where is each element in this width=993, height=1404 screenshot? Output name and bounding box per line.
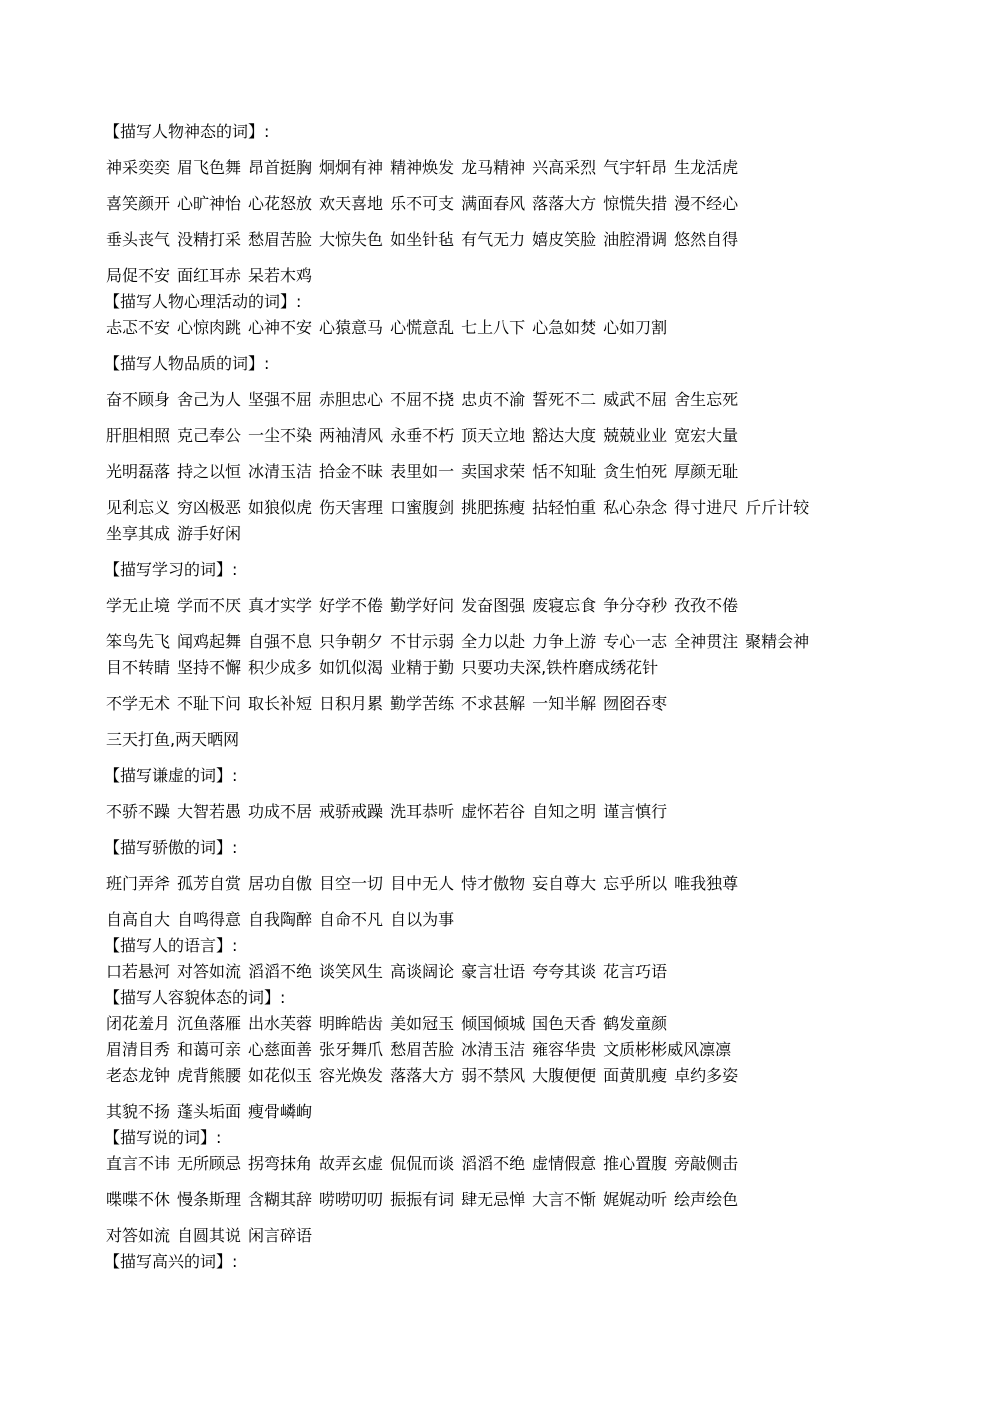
idiom-word: 三天打鱼,两天晒网 (106, 730, 240, 749)
idiom-word: 克己奉公 (177, 426, 242, 445)
idiom-word: 戒骄戒躁 (319, 802, 384, 821)
idiom-word: 勤学苦练 (390, 694, 455, 713)
idiom-word: 唠唠叨叨 (319, 1190, 384, 1209)
idiom-word: 高谈阔论 (390, 962, 455, 981)
idiom-word: 张牙舞爪 (319, 1040, 384, 1059)
section-heading: 【描写人的语言】: (104, 936, 238, 955)
idiom-word: 大智若愚 (177, 802, 242, 821)
idiom-word: 炯炯有神 (319, 158, 384, 177)
idiom-word: 油腔滑调 (603, 230, 668, 249)
word-row (106, 596, 745, 616)
idiom-word: 眉清目秀 (106, 1040, 171, 1059)
idiom-word: 瘦骨嶙峋 (248, 1102, 313, 1121)
idiom-word: 取长补短 (248, 694, 313, 713)
idiom-word: 卖国求荣 (461, 462, 526, 481)
idiom-word: 龙马精神 (461, 158, 526, 177)
idiom-word: 滔滔不绝 (248, 962, 313, 981)
idiom-word: 生龙活虎 (674, 158, 739, 177)
section-heading: 【描写说的词】: (104, 1128, 222, 1147)
section-heading: 【描写人物神态的词】: (104, 122, 270, 141)
idiom-word: 豁达大度 (532, 426, 597, 445)
idiom-word: 有气无力 (461, 230, 526, 249)
idiom-word: 不耻下问 (177, 694, 242, 713)
idiom-word: 闭花羞月 (106, 1014, 171, 1033)
idiom-word: 和蔼可亲 (177, 1040, 242, 1059)
idiom-word: 如狼似虎 (248, 498, 313, 517)
section-heading: 【描写人容貌体态的词】: (104, 988, 286, 1007)
idiom-word: 孤芳自赏 (177, 874, 242, 893)
idiom-word: 日积月累 (319, 694, 384, 713)
idiom-word: 无所顾忌 (177, 1154, 242, 1173)
idiom-word: 争分夺秒 (603, 596, 668, 615)
idiom-word: 厚颜无耻 (674, 462, 739, 481)
idiom-word: 见利忘义 (106, 498, 171, 517)
word-row (106, 910, 461, 930)
idiom-word: 私心杂念 (603, 498, 668, 517)
word-row (106, 962, 674, 982)
idiom-word: 拾金不昧 (319, 462, 384, 481)
idiom-word: 气宇轩昂 (603, 158, 668, 177)
idiom-word: 如花似玉 (248, 1066, 313, 1085)
idiom-word: 游手好闲 (177, 524, 242, 543)
idiom-word: 洗耳恭听 (390, 802, 455, 821)
idiom-word: 威武不屈 (603, 390, 668, 409)
idiom-word: 得寸进尺 (674, 498, 739, 517)
idiom-word: 口若悬河 (106, 962, 171, 981)
idiom-word: 目中无人 (390, 874, 455, 893)
idiom-word: 不屈不挠 (390, 390, 455, 409)
idiom-word: 闻鸡起舞 (177, 632, 242, 651)
idiom-word: 舍己为人 (177, 390, 242, 409)
idiom-word: 心花怒放 (248, 194, 313, 213)
idiom-word: 拈轻怕重 (532, 498, 597, 517)
section-heading: 【描写高兴的词】: (104, 1252, 238, 1271)
idiom-word: 顶天立地 (461, 426, 526, 445)
idiom-word: 孜孜不倦 (674, 596, 739, 615)
idiom-word: 誓死不二 (532, 390, 597, 409)
idiom-word: 谈笑风生 (319, 962, 384, 981)
idiom-word: 笨鸟先飞 (106, 632, 171, 651)
idiom-word: 坐享其成 (106, 524, 171, 543)
idiom-word: 大惊失色 (319, 230, 384, 249)
idiom-word: 嬉皮笑脸 (532, 230, 597, 249)
idiom-word: 只争朝夕 (319, 632, 384, 651)
idiom-word: 两袖清风 (319, 426, 384, 445)
idiom-word: 局促不安 (106, 266, 171, 285)
idiom-word: 只要功夫深,铁杵磨成绣花针 (461, 658, 659, 677)
idiom-word: 惊慌失措 (603, 194, 668, 213)
idiom-word: 如坐针毡 (390, 230, 455, 249)
idiom-word: 功成不居 (248, 802, 313, 821)
idiom-word: 振振有词 (390, 1190, 455, 1209)
idiom-word: 沉鱼落雁 (177, 1014, 242, 1033)
idiom-word: 学而不厌 (177, 596, 242, 615)
idiom-word: 奋不顾身 (106, 390, 171, 409)
word-row (106, 1154, 745, 1174)
idiom-word: 大腹便便 (532, 1066, 597, 1085)
idiom-word: 卓约多姿 (674, 1066, 739, 1085)
word-row (106, 390, 745, 410)
idiom-word: 心惊肉跳 (177, 318, 242, 337)
idiom-word: 贪生怕死 (603, 462, 668, 481)
idiom-word: 自命不凡 (319, 910, 384, 929)
idiom-word: 含糊其辞 (248, 1190, 313, 1209)
word-row (106, 802, 674, 822)
idiom-word: 自强不息 (248, 632, 313, 651)
idiom-word: 兢兢业业 (603, 426, 668, 445)
idiom-word: 欢天喜地 (319, 194, 384, 213)
idiom-word: 坚强不屈 (248, 390, 313, 409)
idiom-word: 明眸皓齿 (319, 1014, 384, 1033)
idiom-word: 眉飞色舞 (177, 158, 242, 177)
idiom-word: 绘声绘色 (674, 1190, 739, 1209)
word-row (106, 462, 745, 482)
idiom-word: 兴高采烈 (532, 158, 597, 177)
idiom-word: 穷凶极恶 (177, 498, 242, 517)
idiom-word: 恬不知耻 (532, 462, 597, 481)
idiom-word: 对答如流 (177, 962, 242, 981)
idiom-word: 心如刀割 (603, 318, 668, 337)
idiom-word: 目不转睛 (106, 658, 171, 677)
idiom-word: 拐弯抹角 (248, 1154, 313, 1173)
word-row (106, 1226, 319, 1246)
idiom-word: 雍容华贵 (532, 1040, 597, 1059)
idiom-word: 神采奕奕 (106, 158, 171, 177)
idiom-word: 夸夸其谈 (532, 962, 597, 981)
idiom-word: 积少成多 (248, 658, 313, 677)
idiom-word: 推心置腹 (603, 1154, 668, 1173)
word-row (106, 230, 745, 250)
word-row (106, 1040, 738, 1060)
idiom-word: 好学不倦 (319, 596, 384, 615)
idiom-word: 坚持不懈 (177, 658, 242, 677)
idiom-word: 文质彬彬威风凛凛 (603, 1040, 732, 1059)
idiom-word: 滔滔不绝 (461, 1154, 526, 1173)
idiom-word: 出水芙蓉 (248, 1014, 313, 1033)
word-row (106, 730, 246, 750)
idiom-word: 自我陶醉 (248, 910, 313, 929)
idiom-word: 垂头丧气 (106, 230, 171, 249)
idiom-word: 如饥似渴 (319, 658, 384, 677)
idiom-word: 其貌不扬 (106, 1102, 171, 1121)
idiom-word: 蓬头垢面 (177, 1102, 242, 1121)
idiom-word: 发奋图强 (461, 596, 526, 615)
idiom-word: 自知之明 (532, 802, 597, 821)
idiom-word: 冰清玉洁 (248, 462, 313, 481)
idiom-word: 业精于勤 (390, 658, 455, 677)
idiom-word: 悠然自得 (674, 230, 739, 249)
idiom-word: 忘乎所以 (603, 874, 668, 893)
word-row (106, 194, 745, 214)
idiom-word: 妄自尊大 (532, 874, 597, 893)
section-heading: 【描写人物心理活动的词】: (104, 292, 302, 311)
idiom-word: 肆无忌惮 (461, 1190, 526, 1209)
idiom-word: 愁眉苦脸 (390, 1040, 455, 1059)
idiom-word: 侃侃而谈 (390, 1154, 455, 1173)
idiom-word: 慢条斯理 (177, 1190, 242, 1209)
idiom-word: 心神不安 (248, 318, 313, 337)
idiom-word: 专心一志 (603, 632, 668, 651)
idiom-word: 自高自大 (106, 910, 171, 929)
idiom-word: 娓娓动听 (603, 1190, 668, 1209)
idiom-word: 容光焕发 (319, 1066, 384, 1085)
idiom-word: 光明磊落 (106, 462, 171, 481)
idiom-word: 昂首挺胸 (248, 158, 313, 177)
idiom-word: 闲言碎语 (248, 1226, 313, 1245)
idiom-word: 肝胆相照 (106, 426, 171, 445)
idiom-word: 目空一切 (319, 874, 384, 893)
idiom-word: 唯我独尊 (674, 874, 739, 893)
idiom-word: 没精打采 (177, 230, 242, 249)
word-row (106, 1102, 319, 1122)
idiom-word: 囫囵吞枣 (603, 694, 668, 713)
idiom-word: 自鸣得意 (177, 910, 242, 929)
idiom-word: 倾国倾城 (461, 1014, 526, 1033)
word-row (106, 874, 745, 894)
section-heading: 【描写人物品质的词】: (104, 354, 270, 373)
word-row (106, 658, 665, 678)
word-row (106, 1190, 745, 1210)
idiom-word: 弱不禁风 (461, 1066, 526, 1085)
idiom-word: 自圆其说 (177, 1226, 242, 1245)
idiom-word: 恃才傲物 (461, 874, 526, 893)
idiom-word: 宽宏大量 (674, 426, 739, 445)
section-heading: 【描写学习的词】: (104, 560, 238, 579)
idiom-word: 国色天香 (532, 1014, 597, 1033)
idiom-word: 居功自傲 (248, 874, 313, 893)
idiom-word: 聚精会神 (745, 632, 810, 651)
idiom-word: 愁眉苦脸 (248, 230, 313, 249)
word-row (106, 158, 745, 178)
idiom-word: 不甘示弱 (390, 632, 455, 651)
idiom-word: 挑肥拣瘦 (461, 498, 526, 517)
idiom-word: 虚怀若谷 (461, 802, 526, 821)
idiom-word: 勤学好问 (390, 596, 455, 615)
idiom-word: 口蜜腹剑 (390, 498, 455, 517)
idiom-word: 一尘不染 (248, 426, 313, 445)
idiom-word: 忐忑不安 (106, 318, 171, 337)
word-row (106, 318, 674, 338)
word-row (106, 1014, 674, 1034)
idiom-word: 不学无术 (106, 694, 171, 713)
idiom-word: 老态龙钟 (106, 1066, 171, 1085)
idiom-word: 表里如一 (390, 462, 455, 481)
word-row (106, 694, 674, 714)
idiom-word: 自以为事 (390, 910, 455, 929)
word-row (106, 632, 816, 652)
idiom-word: 旁敲侧击 (674, 1154, 739, 1173)
section-heading: 【描写谦虚的词】: (104, 766, 238, 785)
idiom-word: 忠贞不渝 (461, 390, 526, 409)
word-row (106, 498, 816, 518)
idiom-word: 力争上游 (532, 632, 597, 651)
section-heading: 【描写骄傲的词】: (104, 838, 238, 857)
idiom-word: 心急如焚 (532, 318, 597, 337)
idiom-word: 不求甚解 (461, 694, 526, 713)
word-row (106, 524, 248, 544)
idiom-word: 全力以赴 (461, 632, 526, 651)
idiom-word: 真才实学 (248, 596, 313, 615)
idiom-word: 伤天害理 (319, 498, 384, 517)
idiom-word: 虎背熊腰 (177, 1066, 242, 1085)
idiom-word: 赤胆忠心 (319, 390, 384, 409)
idiom-word: 喜笑颜开 (106, 194, 171, 213)
idiom-word: 漫不经心 (674, 194, 739, 213)
idiom-word: 呆若木鸡 (248, 266, 313, 285)
idiom-word: 心慌意乱 (390, 318, 455, 337)
idiom-word: 故弄玄虚 (319, 1154, 384, 1173)
idiom-word: 全神贯注 (674, 632, 739, 651)
idiom-word: 不骄不躁 (106, 802, 171, 821)
idiom-word: 对答如流 (106, 1226, 171, 1245)
idiom-word: 学无止境 (106, 596, 171, 615)
idiom-word: 冰清玉洁 (461, 1040, 526, 1059)
idiom-word: 面黄肌瘦 (603, 1066, 668, 1085)
word-row (106, 266, 319, 286)
idiom-word: 豪言壮语 (461, 962, 526, 981)
idiom-word: 虚情假意 (532, 1154, 597, 1173)
idiom-word: 永垂不朽 (390, 426, 455, 445)
idiom-word: 花言巧语 (603, 962, 668, 981)
idiom-word: 班门弄斧 (106, 874, 171, 893)
idiom-word: 废寝忘食 (532, 596, 597, 615)
idiom-word: 谨言慎行 (603, 802, 668, 821)
idiom-word: 持之以恒 (177, 462, 242, 481)
idiom-word: 斤斤计较 (745, 498, 810, 517)
word-row (106, 426, 745, 446)
idiom-word: 满面春风 (461, 194, 526, 213)
idiom-word: 一知半解 (532, 694, 597, 713)
idiom-word: 心慈面善 (248, 1040, 313, 1059)
idiom-word: 大言不惭 (532, 1190, 597, 1209)
idiom-word: 心猿意马 (319, 318, 384, 337)
idiom-word: 心旷神怡 (177, 194, 242, 213)
idiom-word: 喋喋不休 (106, 1190, 171, 1209)
idiom-word: 鹤发童颜 (603, 1014, 668, 1033)
idiom-word: 舍生忘死 (674, 390, 739, 409)
idiom-word: 面红耳赤 (177, 266, 242, 285)
idiom-word: 乐不可支 (390, 194, 455, 213)
idiom-word: 七上八下 (461, 318, 526, 337)
idiom-word: 直言不讳 (106, 1154, 171, 1173)
idiom-word: 落落大方 (390, 1066, 455, 1085)
idiom-word: 精神焕发 (390, 158, 455, 177)
idiom-word: 美如冠玉 (390, 1014, 455, 1033)
idiom-word: 落落大方 (532, 194, 597, 213)
word-row (106, 1066, 745, 1086)
